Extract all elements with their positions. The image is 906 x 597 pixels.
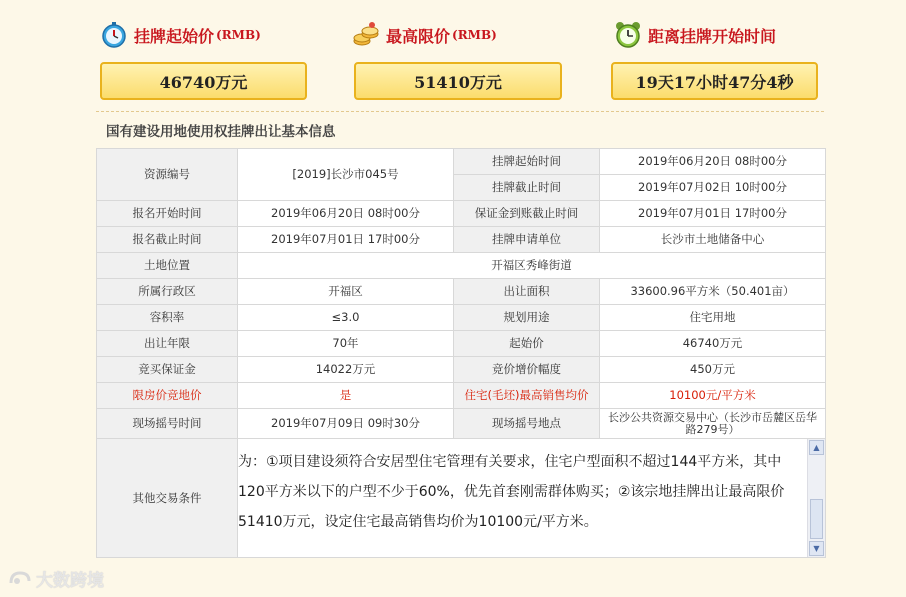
deposit-deadline-label: 保证金到账截止时间 [454, 201, 600, 227]
table-row [97, 439, 826, 558]
area-label: 出让面积 [454, 279, 600, 305]
table-row [97, 253, 826, 279]
area-value: 33600.96平方米（50.401亩） [600, 279, 826, 305]
other-conditions-cell [238, 439, 826, 558]
other-conditions-label: 其他交易条件 [97, 439, 238, 558]
watermark-logo-icon [8, 569, 32, 589]
max-price-label: 住宅(毛坯)最高销售均价 [454, 383, 600, 409]
bid-deposit-label: 竞买保证金 [97, 357, 238, 383]
scroll-up-icon[interactable]: ▲ [809, 440, 824, 455]
table-row [97, 305, 826, 331]
applicant-unit-label: 挂牌申请单位 [454, 227, 600, 253]
watermark-text: 大数跨境 [36, 571, 104, 591]
scroll-down-icon[interactable]: ▼ [809, 541, 824, 556]
table-row [97, 331, 826, 357]
max-price-cell: 10100元/平方米 [600, 383, 826, 409]
location-value: 开福区秀峰街道 [238, 253, 826, 279]
max-price-value: 51410万元 [354, 62, 562, 100]
start-price-title: 挂牌起始价 [134, 26, 215, 46]
coins-icon [352, 21, 380, 49]
lottery-time-value: 2019年07月09日 09时30分 [238, 409, 454, 439]
section-divider [96, 111, 824, 112]
max-price-title: 最高限价 [386, 26, 451, 46]
land-info-table [96, 148, 826, 558]
countdown-value: 19天17小时47分4秒 [611, 62, 818, 100]
increment-label: 竞价增价幅度 [454, 357, 600, 383]
usage-label: 规划用途 [454, 305, 600, 331]
start-price-label: 起始价 [454, 331, 600, 357]
listing-end-label: 挂牌截止时间 [454, 175, 600, 201]
lottery-place-label: 现场摇号地点 [454, 409, 600, 439]
signup-end-value: 2019年07月01日 17时00分 [238, 227, 454, 253]
vertical-scrollbar[interactable] [807, 439, 825, 557]
table-row [97, 227, 826, 253]
table-row [97, 149, 826, 175]
listing-start-label: 挂牌起始时间 [454, 149, 600, 175]
alarm-clock-icon [614, 21, 642, 49]
increment-value: 450万元 [600, 357, 826, 383]
district-label: 所属行政区 [97, 279, 238, 305]
section-title: 国有建设用地使用权挂牌出让基本信息 [106, 124, 336, 140]
listing-start-value: 2019年06月20日 08时00分 [600, 149, 826, 175]
bid-deposit-value: 14022万元 [238, 357, 454, 383]
signup-end-label: 报名截止时间 [97, 227, 238, 253]
term-label: 出让年限 [97, 331, 238, 357]
table-row [97, 409, 826, 439]
stopwatch-icon [100, 21, 128, 49]
max-price-unit: (RMB) [452, 28, 497, 42]
deposit-deadline-value: 2019年07月01日 17时00分 [600, 201, 826, 227]
start-price-unit: (RMB) [216, 28, 261, 42]
other-conditions-text: 为：①项目建设须符合安居型住宅管理有关要求，住宅户型面积不超过144平方米，其中120平方米以下的户型不少于60%，优先首套刚需群体购买；②该宗地挂牌出让最高限价51410万元，设定住宅最高销售均价为10100元/平方米。 [238, 454, 785, 530]
applicant-unit-value: 长沙市土地储备中心 [600, 227, 826, 253]
start-price-value: 46740万元 [100, 62, 307, 100]
lottery-place-value: 长沙公共资源交易中心（长沙市岳麓区岳华路279号） [600, 409, 826, 439]
other-conditions-scroll-area[interactable] [238, 439, 825, 557]
start-price-cell: 46740万元 [600, 331, 826, 357]
countdown-title: 距离挂牌开始时间 [648, 26, 777, 46]
table-row [97, 201, 826, 227]
resource-no-value: [2019]长沙市045号 [238, 149, 454, 201]
usage-value: 住宅用地 [600, 305, 826, 331]
watermark [8, 566, 104, 591]
location-label: 土地位置 [97, 253, 238, 279]
table-row [97, 383, 826, 409]
lottery-time-label: 现场摇号时间 [97, 409, 238, 439]
price-limit-value: 是 [238, 383, 454, 409]
scrollbar-thumb[interactable] [810, 499, 823, 539]
far-value: ≤3.0 [238, 305, 454, 331]
resource-no-label: 资源编号 [97, 149, 238, 201]
signup-start-label: 报名开始时间 [97, 201, 238, 227]
price-limit-label: 限房价竞地价 [97, 383, 238, 409]
listing-end-value: 2019年07月02日 10时00分 [600, 175, 826, 201]
table-row [97, 279, 826, 305]
table-row [97, 357, 826, 383]
signup-start-value: 2019年06月20日 08时00分 [238, 201, 454, 227]
far-label: 容积率 [97, 305, 238, 331]
district-value: 开福区 [238, 279, 454, 305]
term-value: 70年 [238, 331, 454, 357]
